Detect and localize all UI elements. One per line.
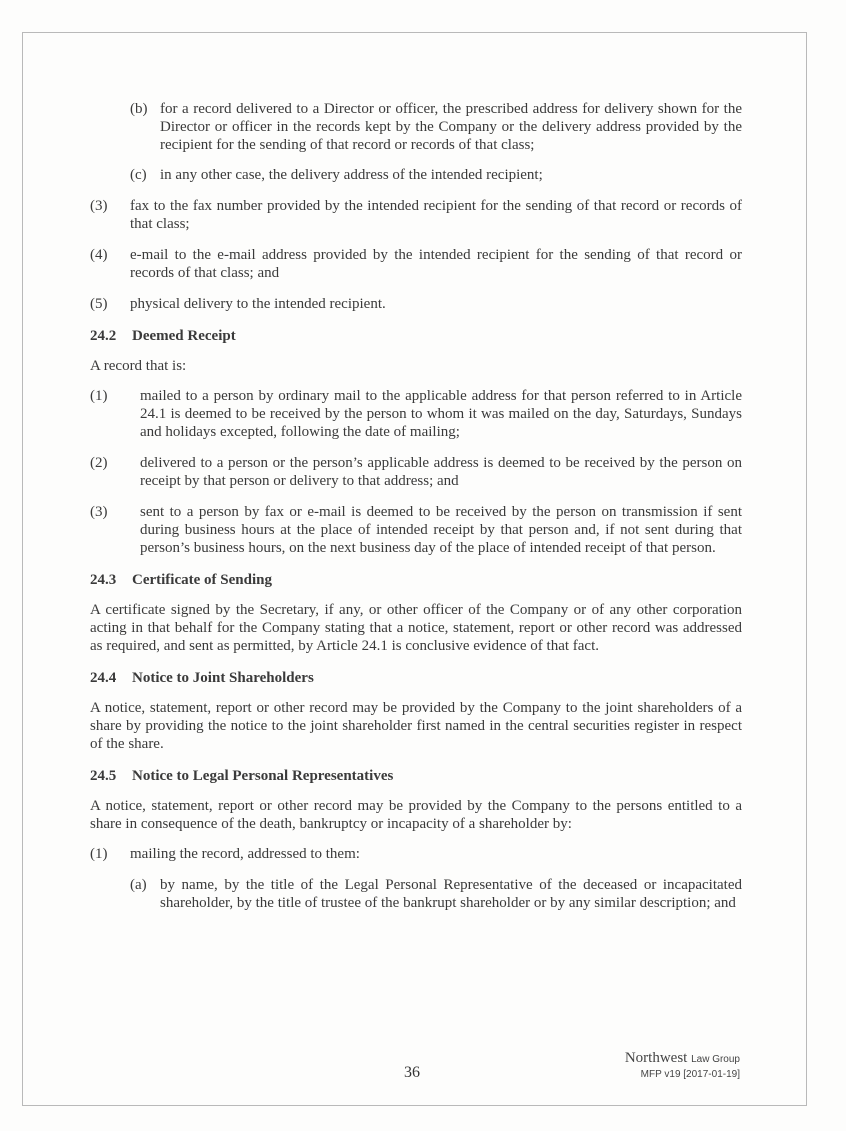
section-heading-24-5 xyxy=(90,767,742,785)
section-number: 24.3 xyxy=(90,572,117,588)
page-number: 36 xyxy=(404,1064,420,1081)
item-label: (c) xyxy=(130,167,147,183)
document-body xyxy=(90,100,742,912)
item-text: sent to a person by fax or e-mail is deemed to be received by the person on transmission if sent during business hours at the place of intended receipt by that person and, if not sent during that person’s business hours, on the next business day of the place of intended receipt of that person. xyxy=(140,504,742,556)
list-item xyxy=(90,197,742,233)
document-version: MFP v19 [2017-01-19] xyxy=(640,1069,740,1080)
list-item xyxy=(90,454,742,490)
section-title: Notice to Joint Shareholders xyxy=(132,670,314,686)
list-item xyxy=(90,503,742,557)
section-title: Certificate of Sending xyxy=(132,572,272,588)
item-label: (1) xyxy=(90,846,108,862)
section-body: A certificate signed by the Secretary, if any, or other officer of the Company or of any other corporation acting in that behalf for the Company stating that a notice, statement, report or other record was addressed as required, and sent as permitted, by Article 24.1 is conclusive evidence of that fact. xyxy=(90,602,742,654)
item-label: (2) xyxy=(90,455,108,471)
item-label: (1) xyxy=(90,388,108,404)
section-number: 24.2 xyxy=(90,328,117,344)
section-number: 24.5 xyxy=(90,768,117,784)
item-text: mailed to a person by ordinary mail to the applicable address for that person referred to in Article 24.1 is deemed to be received by the person to whom it was mailed on the day, Saturdays, Sundays and holidays excepted, following the date of mailing; xyxy=(140,388,742,440)
item-label: (5) xyxy=(90,296,108,312)
section-intro: A record that is: xyxy=(90,358,187,374)
item-text: e-mail to the e-mail address provided by the intended recipient for the sending of that record or records of that class; and xyxy=(130,247,742,281)
section-number: 24.4 xyxy=(90,670,117,686)
item-label: (b) xyxy=(130,101,148,117)
section-title: Deemed Receipt xyxy=(132,328,236,344)
list-item xyxy=(90,100,742,154)
item-text: in any other case, the delivery address of the intended recipient; xyxy=(160,167,543,183)
section-body: A notice, statement, report or other record may be provided by the Company to the joint shareholders of a share by providing the notice to the joint shareholder first named in the central securities register in respect of the share. xyxy=(90,700,742,752)
list-item xyxy=(90,845,742,863)
list-item xyxy=(90,295,742,313)
item-label: (3) xyxy=(90,198,108,214)
item-text: physical delivery to the intended recipient. xyxy=(130,296,386,312)
item-label: (3) xyxy=(90,504,108,520)
list-item xyxy=(90,387,742,441)
section-body: A notice, statement, report or other record may be provided by the Company to the persons entitled to a share in consequence of the death, bankruptcy or incapacity of a shareholder by: xyxy=(90,798,742,832)
list-item xyxy=(90,166,742,184)
item-text: mailing the record, addressed to them: xyxy=(130,846,360,862)
item-text: for a record delivered to a Director or officer, the prescribed address for delivery shown for the Director or officer in the records kept by the Company or the delivery address provided by the recipient for the sending of that record or records of that class; xyxy=(160,101,742,153)
item-text: fax to the fax number provided by the intended recipient for the sending of that record or records of that class; xyxy=(130,198,742,232)
item-text: delivered to a person or the person’s applicable address is deemed to be received by the person on receipt by that person or delivery to that address; and xyxy=(140,455,742,489)
section-heading-24-4 xyxy=(90,669,742,687)
footer-branding xyxy=(625,1050,740,1080)
section-heading-24-2 xyxy=(90,327,742,345)
list-item xyxy=(90,246,742,282)
brand-logo-text xyxy=(625,1050,740,1067)
section-heading-24-3 xyxy=(90,571,742,589)
item-label: (a) xyxy=(130,877,147,893)
item-label: (4) xyxy=(90,247,108,263)
brand-main: Northwest xyxy=(624,1050,688,1066)
section-title: Notice to Legal Personal Representatives xyxy=(132,768,394,784)
brand-small: Law Group xyxy=(691,1054,740,1065)
list-item xyxy=(90,876,742,912)
item-text: by name, by the title of the Legal Personal Representative of the deceased or incapacitated shareholder, by the title of trustee of the bankrupt shareholder or by any similar description; and xyxy=(160,877,742,911)
